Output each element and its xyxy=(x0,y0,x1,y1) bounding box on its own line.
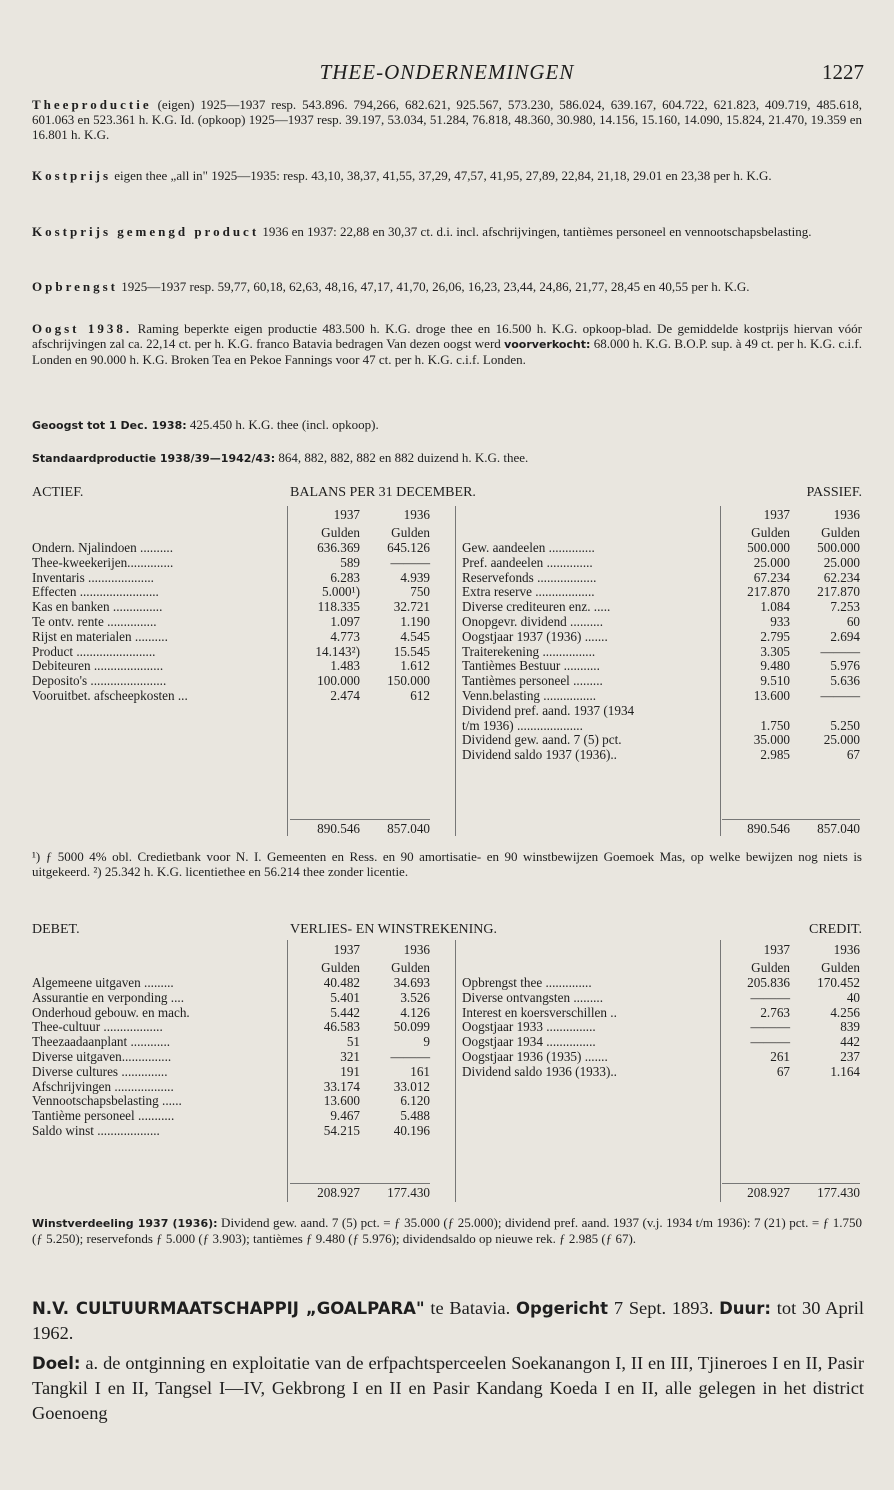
balans-year-1936-left: 1936 xyxy=(403,507,430,522)
debet-row-value-1937: 9.467 xyxy=(330,1108,360,1124)
goalpara-founded: 7 Sept. 1893. xyxy=(608,1298,720,1318)
passief-row-label: Tantièmes Bestuur ........... xyxy=(462,659,600,674)
passief-row-value-1936: 25.000 xyxy=(823,732,860,748)
balans-unit-left-a: Gulden xyxy=(321,525,360,540)
theeproductie-paragraph xyxy=(32,98,862,142)
passief-row-label: Dividend gew. aand. 7 (5) pct. xyxy=(462,733,622,748)
kostprijs-gemengd-text: 1936 en 1937: 22,88 en 30,37 ct. d.i. incl. afschrijvingen, tantièmes personeel en vennootschapsbelasting. xyxy=(259,224,812,239)
actief-row-label: Te ontv. rente ............... xyxy=(32,615,157,629)
kostprijs-lead: Kostprijs xyxy=(32,168,111,183)
debet-row-value-1936: 34.693 xyxy=(393,975,430,990)
actief-row-value-1937: 100.000 xyxy=(317,673,360,689)
debet-row-label: Onderhoud gebouw. en mach. xyxy=(32,1005,190,1020)
oogst-bold: voorverkocht: xyxy=(504,337,591,351)
passief-row-value-1937: 2.985 xyxy=(760,747,790,763)
oogst-text: Raming beperkte eigen productie 483.500 h. K.G. droge thee en 16.500 h. K.G. opkoop-blad. De gemiddelde kostprijs hiervan vóór afschrijvingen zal ca. 22,14 ct. per h. K.G. franco Batavia bedragen Van dezen oogst werd xyxy=(32,321,863,351)
debet-row-label: Afschrijvingen .................. xyxy=(32,1079,174,1094)
winstverdeeling-text: Dividend gew. aand. 7 (5) pct. = ƒ 35.000 (ƒ 25.000); dividend pref. aand. 1937 (v.j. 1934 t/m 1936): 7 (21) pct. = ƒ 1.750 (ƒ 5.250); reservefonds ƒ 5.000 (ƒ 3.903); tantièmes ƒ 9.480 (ƒ 5.976); dividendsaldo op nieuwe rek. ƒ 2.985 (ƒ 67). xyxy=(32,1215,862,1246)
credit-row-value-1936: 4.256 xyxy=(830,1004,860,1020)
actief-row-value-1937: 6.283 xyxy=(330,569,360,585)
debet-row-value-1936: 4.126 xyxy=(400,1004,430,1020)
passief-row-value-1937: 9.510 xyxy=(760,673,790,689)
debet-row-value-1936: 161 xyxy=(410,1063,430,1079)
opgericht-label: Opgericht xyxy=(515,1299,609,1318)
balans-year-1937-right: 1937 xyxy=(763,507,790,522)
credit-row-value-1937: ——— xyxy=(750,989,790,1005)
opbrengst-paragraph xyxy=(32,280,862,295)
actief-row-value-1936: 32.721 xyxy=(393,599,430,615)
passief-row-value-1936: 5.250 xyxy=(830,717,860,733)
credit-row-label: Dividend saldo 1936 (1933).. xyxy=(462,1064,617,1079)
credit-row-label: Oogstjaar 1933 ............... xyxy=(462,1020,596,1035)
debet-row-value-1936: 6.120 xyxy=(400,1093,430,1109)
actief-row-value-1936: 1.190 xyxy=(400,614,430,629)
debet-total-1937: 208.927 xyxy=(317,1185,360,1200)
debet-row-value-1937: 321 xyxy=(340,1049,360,1064)
debet-row-label: Diverse uitgaven............... xyxy=(32,1050,172,1064)
doel-label: Doel: xyxy=(32,1354,81,1373)
actief-row-value-1937: 1.483 xyxy=(330,658,360,674)
credit-row-value-1936: 170.452 xyxy=(817,975,860,990)
geoogst-lead: Geoogst tot 1 Dec. 1938: xyxy=(32,419,187,432)
debet-row-value-1936: 5.488 xyxy=(400,1108,430,1124)
credit-row-value-1937: ——— xyxy=(750,1019,790,1035)
geoogst-text: 425.450 h. K.G. thee (incl. opkoop). xyxy=(186,417,379,432)
goalpara-name: N.V. CULTUURMAATSCHAPPIJ „GOALPARA" xyxy=(32,1299,425,1318)
credit-row-label: Oogstjaar 1936 (1935) ....... xyxy=(462,1050,608,1064)
oogst-paragraph xyxy=(32,322,862,367)
actief-total-1937: 890.546 xyxy=(317,821,360,836)
debet-row-value-1937: 191 xyxy=(340,1063,360,1079)
actief-row-label: Rijst en materialen .......... xyxy=(32,629,168,644)
passief-heading: PASSIEF. xyxy=(806,485,862,500)
passief-row-label: Venn.belasting ................ xyxy=(462,689,597,703)
winst-year-1937-right: 1937 xyxy=(763,942,790,957)
debet-total-1936: 177.430 xyxy=(387,1185,430,1200)
credit-row-value-1937: 2.763 xyxy=(760,1004,790,1020)
debet-row-value-1936: 9 xyxy=(423,1034,430,1050)
actief-row-value-1937: 1.097 xyxy=(330,614,360,629)
kostprijs-gemengd-paragraph xyxy=(32,225,862,240)
passief-row-value-1936: 5.976 xyxy=(830,658,860,674)
theeproductie-lead: Theeproductie xyxy=(32,97,152,112)
actief-row-label: Kas en banken ............... xyxy=(32,600,163,615)
actief-row-value-1936: 4.939 xyxy=(400,569,430,585)
winst-year-1936-left: 1936 xyxy=(403,942,430,957)
passief-row-value-1937: 500.000 xyxy=(747,540,790,555)
debet-row-label: Saldo winst ................... xyxy=(32,1124,160,1138)
actief-row-label: Debiteuren ..................... xyxy=(32,659,164,674)
running-header-title: THEE-ONDERNEMINGEN xyxy=(319,60,575,84)
actief-row-label: Effecten ........................ xyxy=(32,585,159,600)
debet-row-value-1936: 50.099 xyxy=(393,1019,430,1035)
actief-row-value-1937: 2.474 xyxy=(330,688,360,703)
credit-row-value-1936: 237 xyxy=(840,1049,860,1064)
debet-row-value-1937: 33.174 xyxy=(323,1078,360,1094)
balans-year-1937-left: 1937 xyxy=(333,507,360,522)
actief-row-value-1937: 589 xyxy=(340,554,360,570)
doel-text: a. de ontginning en exploitatie van de erfpachtsperceelen Soekanangon I, II en III, Tjineroes I en II, Pasir Tangkil I en II, Tangsel I—IV, Gekbrong I en II en Pasir Kandang Koeda I en II, alle gelegen in het district Goenoeng xyxy=(32,1353,864,1423)
credit-row-value-1937: 261 xyxy=(770,1049,790,1064)
balans-unit-left-b: Gulden xyxy=(391,525,430,540)
passief-row-value-1937: 1.750 xyxy=(760,717,790,733)
balans-footnote: ¹) ƒ 5000 4% obl. Credietbank voor N. I. Gemeenten en Ress. en 90 amortisatie- en 90 winstbewijzen Goemoek Mas, op welke bewijzen nog niets is uitgekeerd. ²) 25.342 h. K.G. licentiethee en 56.214 thee zonder licentie. xyxy=(32,849,862,879)
debet-row-value-1936: 40.196 xyxy=(393,1123,430,1138)
passief-row-value-1937: 9.480 xyxy=(760,658,790,674)
passief-row-value-1936: 217.870 xyxy=(817,584,860,600)
credit-row-label: Oogstjaar 1934 ............... xyxy=(462,1035,596,1050)
oogst-text2: 68.000 h. K.G. B.O.P. sup. à 49 ct. per h. K.G. c.i.f. Londen en 90.000 h. K.G. Broken Tea en Pekoe Fannings voor 47 ct. per h. K.G. c.i.f. Londen. xyxy=(32,335,862,367)
actief-row-label: Inventaris .................... xyxy=(32,570,154,585)
passief-row-value-1936: ——— xyxy=(820,688,860,703)
geoogst-paragraph xyxy=(32,418,862,434)
passief-row-value-1936: 500.000 xyxy=(817,540,860,555)
actief-row-value-1937: 4.773 xyxy=(330,628,360,644)
passief-row-label: Pref. aandeelen .............. xyxy=(462,555,593,570)
debet-row-value-1937: 46.583 xyxy=(323,1019,360,1035)
debet-row-label: Algemeene uitgaven ......... xyxy=(32,976,174,990)
actief-row-value-1936: 4.545 xyxy=(400,628,430,644)
credit-heading: CREDIT. xyxy=(808,922,862,937)
passief-row-value-1937: 217.870 xyxy=(747,584,790,600)
passief-row-value-1937: 35.000 xyxy=(753,732,790,748)
debet-row-label: Assurantie en verponding .... xyxy=(32,990,184,1005)
passief-row-value-1936: 67 xyxy=(846,747,860,763)
passief-row-label: t/m 1936) .................... xyxy=(462,718,583,733)
standaard-lead: Standaardproductie 1938/39—1942/43: xyxy=(32,452,276,465)
opbrengst-lead: Opbrengst xyxy=(32,279,118,294)
actief-row-value-1936: 15.545 xyxy=(393,643,430,659)
winst-unit-left-b: Gulden xyxy=(391,960,430,975)
actief-row-value-1937: 14.143²) xyxy=(315,643,360,659)
actief-row-value-1936: 1.612 xyxy=(400,658,430,674)
passief-total-1936: 857.040 xyxy=(817,821,860,836)
kostprijs-gemengd-lead: Kostprijs gemengd product xyxy=(32,224,260,239)
actief-row-value-1936: 612 xyxy=(410,688,430,703)
balans-year-1936-right: 1936 xyxy=(833,507,860,522)
actief-row-value-1937: 5.000¹) xyxy=(321,584,360,600)
credit-total-1937: 208.927 xyxy=(747,1185,790,1200)
debet-row-label: Vennootschapsbelasting ...... xyxy=(32,1094,182,1109)
credit-row-value-1937: ——— xyxy=(750,1034,790,1050)
debet-row-label: Thee-cultuur .................. xyxy=(32,1020,163,1035)
passief-row-value-1936: ——— xyxy=(820,643,860,659)
passief-row-value-1937: 1.084 xyxy=(760,599,790,615)
opbrengst-text: 1925—1937 resp. 59,77, 60,18, 62,63, 48,16, 47,17, 41,70, 26,06, 16,23, 23,44, 24,86, 21,77, 28,45 en 40,55 per h. K.G. xyxy=(118,279,750,294)
passief-row-value-1937: 2.795 xyxy=(760,628,790,644)
credit-row-value-1937: 67 xyxy=(776,1063,790,1079)
credit-row-label: Opbrengst thee .............. xyxy=(462,976,592,990)
passief-row-value-1936: 62.234 xyxy=(823,569,860,585)
passief-row-label: Traiterekening ................ xyxy=(462,644,596,659)
actief-row-value-1936: ——— xyxy=(390,554,430,570)
debet-row-value-1936: ——— xyxy=(390,1049,430,1064)
passief-row-value-1937: 13.600 xyxy=(753,688,790,703)
page-number: 1227 xyxy=(822,60,864,84)
duur-label: Duur: xyxy=(719,1299,772,1318)
debet-row-value-1937: 51 xyxy=(346,1034,360,1050)
passief-row-value-1936: 2.694 xyxy=(830,628,860,644)
winst-heading: VERLIES- EN WINSTREKENING. xyxy=(290,922,497,937)
debet-heading: DEBET. xyxy=(32,922,80,937)
goalpara-location: te Batavia. xyxy=(424,1298,516,1318)
passief-row-value-1937: 25.000 xyxy=(753,554,790,570)
actief-heading: ACTIEF. xyxy=(32,485,84,500)
debet-row-label: Diverse cultures .............. xyxy=(32,1064,168,1079)
actief-row-value-1936: 150.000 xyxy=(387,673,430,689)
debet-row-value-1936: 33.012 xyxy=(393,1078,430,1094)
credit-row-value-1936: 442 xyxy=(840,1034,860,1050)
credit-row-value-1936: 1.164 xyxy=(830,1063,860,1079)
actief-row-value-1937: 118.335 xyxy=(317,599,360,615)
theeproductie-text: (eigen) 1925—1937 resp. 543.896. 794,266, 682.621, 925.567, 573.230, 586.024, 639.167, 604.722, 621.823, 409.719, 485.618, 601.063 en 523.361 h. K.G. Id. (opkoop) 1925—1937 resp. 39.197, 53.034, 51.284, 76.818, 48.360, 30.980, 14.156, 15.160, 14.090, 15.824, 21.470, 19.359 en 16.801 h. K.G. xyxy=(32,97,862,142)
debet-row-label: Tantième personeel ........... xyxy=(32,1109,175,1124)
actief-row-value-1936: 750 xyxy=(410,584,430,600)
actief-row-label: Vooruitbet. afscheepkosten ... xyxy=(32,689,188,703)
passief-row-label: Dividend pref. aand. 1937 (1934 xyxy=(462,703,635,718)
credit-row-label: Interest en koersverschillen .. xyxy=(462,1005,617,1020)
passief-row-label: Gew. aandeelen .............. xyxy=(462,541,595,555)
kostprijs-text: eigen thee „all in" 1925—1935: resp. 43,10, 38,37, 41,55, 37,29, 47,57, 41,95, 27,89, 22,84, 21,18, 29.01 en 23,38 per h. K.G. xyxy=(111,168,772,183)
debet-row-label: Theezaadaanplant ............ xyxy=(32,1035,171,1050)
passief-row-label: Dividend saldo 1937 (1936).. xyxy=(462,748,617,763)
oogst-lead: Oogst 1938. xyxy=(32,321,133,336)
passief-row-label: Onopgevr. dividend .......... xyxy=(462,615,604,629)
passief-row-label: Tantièmes personeel ......... xyxy=(462,674,603,689)
winst-unit-right-a: Gulden xyxy=(751,960,790,975)
debet-row-value-1937: 40.482 xyxy=(323,975,360,990)
passief-total-1937: 890.546 xyxy=(747,821,790,836)
actief-row-label: Product ........................ xyxy=(32,644,156,659)
standaard-text: 864, 882, 882, 882 en 882 duizend h. K.G. thee. xyxy=(275,450,529,465)
debet-row-value-1937: 13.600 xyxy=(323,1093,360,1109)
goalpara-doel xyxy=(32,1351,864,1426)
debet-row-value-1936: 3.526 xyxy=(400,989,430,1005)
passief-row-value-1936: 60 xyxy=(846,614,860,629)
passief-row-label: Oogstjaar 1937 (1936) ....... xyxy=(462,629,608,644)
balans-unit-right-a: Gulden xyxy=(751,525,790,540)
kostprijs-paragraph xyxy=(32,169,862,184)
credit-row-label: Diverse ontvangsten ......... xyxy=(462,990,604,1005)
standaard-paragraph xyxy=(32,451,862,467)
passief-row-label: Diverse crediteuren enz. ..... xyxy=(462,600,611,615)
actief-row-value-1936: 645.126 xyxy=(387,540,430,555)
passief-row-value-1936: 25.000 xyxy=(823,554,860,570)
debet-row-value-1937: 54.215 xyxy=(323,1123,360,1138)
passief-row-value-1936: 7.253 xyxy=(830,599,860,615)
balans-unit-right-b: Gulden xyxy=(821,525,860,540)
passief-row-value-1936: 5.636 xyxy=(830,673,860,689)
winst-unit-left-a: Gulden xyxy=(321,960,360,975)
credit-row-value-1937: 205.836 xyxy=(747,975,790,990)
winstverdeeling-paragraph xyxy=(32,1216,862,1247)
winst-unit-right-b: Gulden xyxy=(821,960,860,975)
winstverdeeling-lead: Winstverdeeling 1937 (1936): xyxy=(32,1217,218,1230)
winst-year-1936-right: 1936 xyxy=(833,942,860,957)
actief-total-1936: 857.040 xyxy=(387,821,430,836)
goalpara-intro xyxy=(32,1296,864,1346)
actief-row-value-1937: 636.369 xyxy=(317,540,360,555)
debet-row-value-1937: 5.401 xyxy=(330,989,360,1005)
actief-row-label: Deposito's ....................... xyxy=(32,674,167,689)
debet-row-value-1937: 5.442 xyxy=(330,1004,360,1020)
winst-year-1937-left: 1937 xyxy=(333,942,360,957)
credit-total-1936: 177.430 xyxy=(817,1185,860,1200)
passief-row-value-1937: 933 xyxy=(770,614,790,629)
credit-row-value-1936: 839 xyxy=(840,1019,860,1035)
goalpara-duration: tot 30 April 1962. xyxy=(32,1298,864,1343)
passief-row-value-1937: 67.234 xyxy=(753,569,790,585)
passief-row-label: Reservefonds .................. xyxy=(462,570,597,585)
passief-row-label: Extra reserve .................. xyxy=(462,585,595,600)
actief-row-label: Thee-kweekerijen.............. xyxy=(32,555,174,570)
credit-row-value-1936: 40 xyxy=(846,989,860,1005)
actief-row-label: Ondern. Njalindoen .......... xyxy=(32,541,174,555)
passief-row-value-1937: 3.305 xyxy=(760,643,790,659)
balans-heading: BALANS PER 31 DECEMBER. xyxy=(290,485,476,500)
